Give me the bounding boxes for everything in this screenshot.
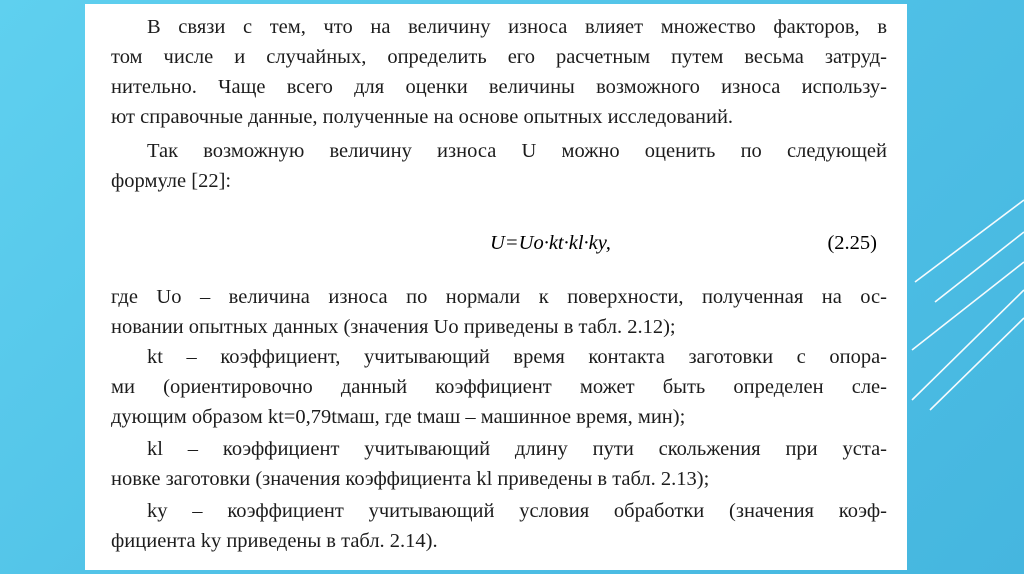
definition-line-2: новании опытных данных (значения Uo приведены в табл. 2.12); <box>111 316 676 338</box>
paragraph-2-line-1: Так возможную величину износа U можно оценить по следующей <box>147 140 887 162</box>
definition-line-9: фициента ky приведены в табл. 2.14). <box>111 530 438 552</box>
document-page <box>85 4 907 570</box>
definition-line-4: ми (ориентировочно данный коэффициент может быть определен сле- <box>111 376 887 398</box>
formula: U=Uo·kt·kl·ky, <box>490 232 611 254</box>
definition-line-5: дующим образом kt=0,79tмаш, где tмаш – машинное время, мин); <box>111 406 686 428</box>
definition-line-3: kt – коэффициент, учитывающий время контакта заготовки с опора- <box>147 346 887 368</box>
definition-line-7: новке заготовки (значения коэффициента kl приведены в табл. 2.13); <box>111 468 710 490</box>
paragraph-1-line-1: В связи с тем, что на величину износа влияет множество факторов, в <box>147 16 887 38</box>
formula-number: (2.25) <box>827 232 877 254</box>
definition-line-1: где Uo – величина износа по нормали к поверхности, полученная на ос- <box>111 286 887 308</box>
paragraph-1-line-3: нительно. Чаще всего для оценки величины возможного износа использу- <box>111 76 887 98</box>
formula-row <box>85 230 907 256</box>
definition-line-8: ky – коэффициент учитывающий условия обработки (значения коэф- <box>147 500 887 522</box>
definition-line-6: kl – коэффициент учитывающий длину пути скольжения при уста- <box>147 438 887 460</box>
paragraph-1-line-4: ют справочные данные, полученные на основе опытных исследований. <box>111 106 734 128</box>
paragraph-2-line-2: формуле [22]: <box>111 170 232 192</box>
paragraph-1-line-2: том числе и случайных, определить его расчетным путем весьма затруд- <box>111 46 887 68</box>
